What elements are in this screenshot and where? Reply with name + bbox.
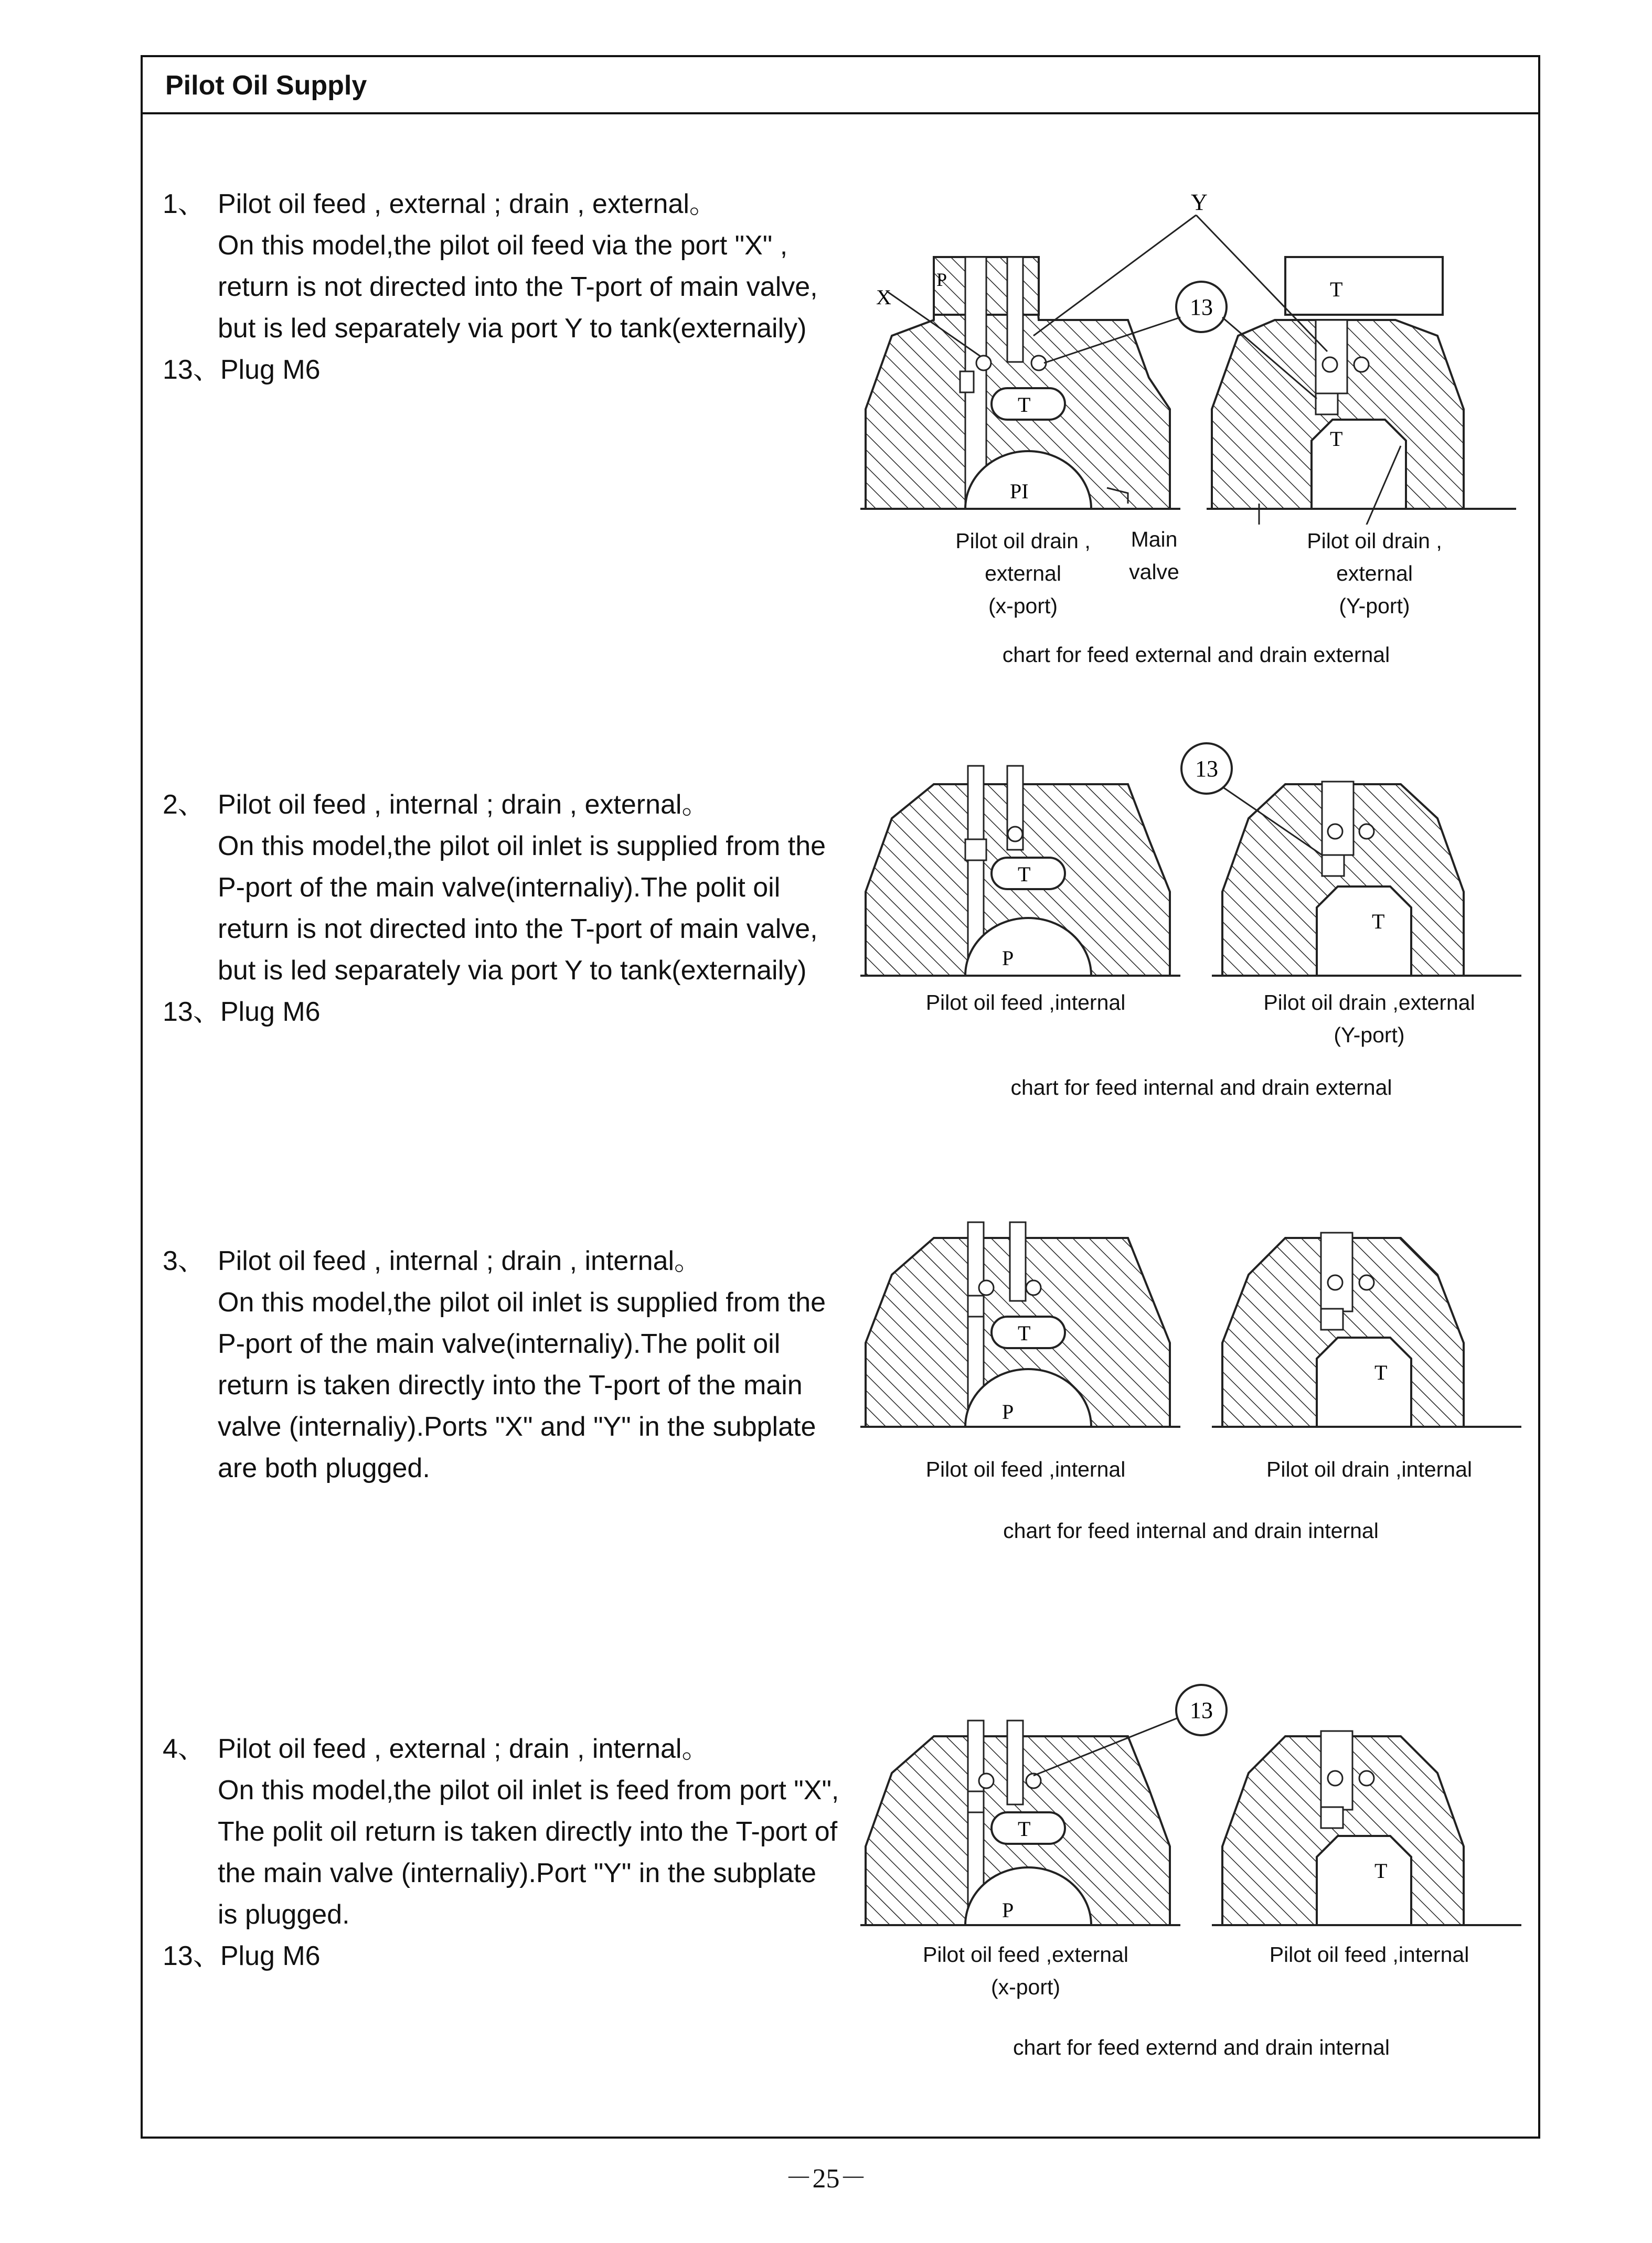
y-channel-right bbox=[1322, 782, 1353, 855]
t-chamber-right bbox=[1317, 1836, 1411, 1925]
label-p: P bbox=[1002, 946, 1014, 970]
caption-line: Main bbox=[1131, 527, 1178, 551]
port-circle bbox=[1328, 1275, 1342, 1290]
section-number: 3、 bbox=[163, 1246, 205, 1276]
label-t: T bbox=[1330, 277, 1343, 301]
chart-caption: chart for feed internal and drain external bbox=[1010, 1075, 1392, 1099]
subplate-right bbox=[1285, 257, 1443, 315]
caption-right bbox=[1249, 986, 1490, 1051]
section-desc-line: P-port of the main valve(internaliy).The polit oil bbox=[218, 872, 781, 903]
port-circle bbox=[1031, 356, 1046, 370]
port-circle bbox=[1328, 1771, 1342, 1786]
port-circle bbox=[1354, 357, 1369, 372]
section-number: 4、 bbox=[163, 1734, 205, 1764]
plug-left bbox=[968, 1296, 984, 1317]
section-number: 2、 bbox=[163, 789, 205, 820]
caption-right bbox=[1296, 525, 1453, 622]
caption-line: Pilot oil feed ,internal bbox=[925, 990, 1126, 1014]
callout-13: 13 bbox=[1190, 1697, 1213, 1723]
caption-line: external bbox=[985, 561, 1061, 585]
port-circle bbox=[979, 1774, 994, 1788]
caption-line: (x-port) bbox=[988, 594, 1058, 618]
section-4 bbox=[163, 1728, 845, 1977]
caption-line: (Y-port) bbox=[1339, 594, 1410, 618]
page-number: －25－ bbox=[785, 2164, 867, 2194]
section-2 bbox=[163, 784, 845, 1033]
section-desc-line: P-port of the main valve(internaliy).The polit oil bbox=[218, 1329, 781, 1359]
section-3 bbox=[163, 1241, 845, 1489]
plug-note: 13、Plug M6 bbox=[163, 355, 321, 385]
caption-line: (Y-port) bbox=[1334, 1023, 1405, 1047]
label-t: T bbox=[1374, 1859, 1388, 1883]
section-desc-line: valve (internaliy).Ports "X" and "Y" in the subplate bbox=[218, 1412, 816, 1442]
caption-line: external bbox=[1336, 561, 1413, 585]
caption-main-valve bbox=[1107, 523, 1201, 588]
chart-caption: chart for feed externd and drain internal bbox=[1013, 2035, 1390, 2059]
callout-13: 13 bbox=[1190, 294, 1213, 320]
label-t: T bbox=[1372, 910, 1385, 933]
caption-line: (x-port) bbox=[990, 1975, 1061, 1999]
label-x: X bbox=[876, 285, 891, 309]
caption-line: Pilot oil feed ,internal bbox=[1269, 1942, 1469, 1967]
t-chamber-right bbox=[1317, 886, 1411, 976]
section-desc-line: but is led separately via port Y to tank(externaily) bbox=[218, 955, 807, 986]
y-channel-right bbox=[1321, 1233, 1352, 1311]
section-desc-line: are both plugged. bbox=[218, 1453, 430, 1483]
port-circle bbox=[1359, 824, 1374, 839]
caption-left bbox=[944, 525, 1102, 622]
caption-left bbox=[908, 1938, 1144, 2003]
section-desc-line: The polit oil return is taken directly into the T-port of bbox=[218, 1817, 838, 1847]
port-circle bbox=[976, 356, 991, 370]
section-desc-line: return is not directed into the T-port of main valve, bbox=[218, 272, 818, 302]
port-circle bbox=[1008, 827, 1022, 841]
chart-caption: chart for feed internal and drain internal bbox=[1003, 1519, 1379, 1543]
caption-line: Pilot oil drain , bbox=[1307, 529, 1442, 553]
section-desc-line: On this model,the pilot oil inlet is supplied from the bbox=[218, 1287, 826, 1318]
caption-left bbox=[908, 986, 1144, 1019]
caption-line: Pilot oil drain , bbox=[955, 529, 1091, 553]
diagram-feed-int-drain-int bbox=[855, 1217, 1527, 1437]
label-y: Y bbox=[1191, 189, 1208, 215]
section-heading: Pilot oil feed , internal ; drain , internal。 bbox=[218, 1246, 702, 1276]
port-circle bbox=[1026, 1280, 1041, 1295]
label-t: T bbox=[1018, 1321, 1031, 1345]
section-desc-line: return is taken directly into the T-port of the main bbox=[218, 1370, 803, 1401]
t-chamber-right bbox=[1317, 1338, 1411, 1427]
callout-13: 13 bbox=[1195, 756, 1218, 782]
port-circle bbox=[979, 1280, 994, 1295]
caption-line: Pilot oil drain ,internal bbox=[1266, 1457, 1472, 1481]
port-circle bbox=[1026, 1774, 1041, 1788]
y-channel bbox=[1007, 1721, 1023, 1804]
label-t: T bbox=[1374, 1361, 1388, 1384]
plug-right bbox=[1321, 1309, 1343, 1330]
label-p: P bbox=[1002, 1898, 1014, 1922]
port-circle bbox=[1328, 824, 1342, 839]
caption-left bbox=[908, 1453, 1144, 1486]
plug-right bbox=[1316, 393, 1338, 414]
header-divider bbox=[141, 112, 1540, 114]
label-t: T bbox=[1018, 862, 1031, 886]
page-title: Pilot Oil Supply bbox=[165, 70, 367, 101]
section-desc-line: On this model,the pilot oil inlet is feed from port "X", bbox=[218, 1775, 839, 1806]
section-1 bbox=[163, 184, 845, 391]
label-t: T bbox=[1018, 393, 1031, 416]
chart-caption: chart for feed external and drain external bbox=[1002, 643, 1390, 667]
y-channel bbox=[1007, 257, 1023, 362]
plug-left bbox=[965, 839, 986, 860]
leader-line bbox=[1033, 215, 1196, 336]
caption-line: Pilot oil drain ,external bbox=[1263, 990, 1475, 1014]
caption-line: valve bbox=[1129, 560, 1179, 584]
label-p: P bbox=[1002, 1400, 1014, 1424]
section-heading: Pilot oil feed , internal ; drain , external。 bbox=[218, 789, 709, 820]
section-desc-line: On this model,the pilot oil feed via the port "X" , bbox=[218, 230, 788, 261]
caption-right bbox=[1249, 1938, 1490, 1971]
diagram-feed-int-drain-ext bbox=[855, 734, 1527, 986]
section-heading: Pilot oil feed , external ; drain , external。 bbox=[218, 189, 717, 219]
caption-line: Pilot oil feed ,internal bbox=[925, 1457, 1126, 1481]
diagram-feed-ext-drain-int bbox=[855, 1679, 1527, 1936]
section-desc-line: the main valve (internaliy).Port "Y" in the subplate bbox=[218, 1858, 817, 1888]
section-number: 1、 bbox=[163, 189, 205, 219]
diagram-feed-ext-drain-ext bbox=[855, 178, 1527, 525]
t-chamber-right bbox=[1312, 420, 1406, 509]
plug-note: 13、Plug M6 bbox=[163, 997, 321, 1027]
plug-right bbox=[1322, 855, 1344, 876]
plug-note: 13、Plug M6 bbox=[163, 1941, 321, 1971]
label-t: T bbox=[1330, 427, 1343, 451]
port-circle bbox=[1359, 1771, 1374, 1786]
label-t: T bbox=[1018, 1817, 1031, 1841]
port-circle bbox=[1359, 1275, 1374, 1290]
section-desc-line: return is not directed into the T-port of main valve, bbox=[218, 914, 818, 944]
caption-line: Pilot oil feed ,external bbox=[922, 1942, 1128, 1967]
section-desc-line: is plugged. bbox=[218, 1899, 350, 1930]
plug-left bbox=[968, 1791, 984, 1812]
plug-right bbox=[1321, 1807, 1343, 1828]
port-circle bbox=[1323, 357, 1337, 372]
caption-right bbox=[1249, 1453, 1490, 1486]
section-heading: Pilot oil feed , external ; drain , internal。 bbox=[218, 1734, 709, 1764]
section-desc-line: On this model,the pilot oil inlet is supplied from the bbox=[218, 831, 826, 861]
section-desc-line: but is led separately via port Y to tank(externaily) bbox=[218, 313, 807, 344]
label-p: P bbox=[936, 269, 947, 290]
label-pi: PI bbox=[1010, 479, 1029, 503]
y-channel bbox=[1010, 1222, 1026, 1301]
plug-left bbox=[960, 371, 974, 392]
